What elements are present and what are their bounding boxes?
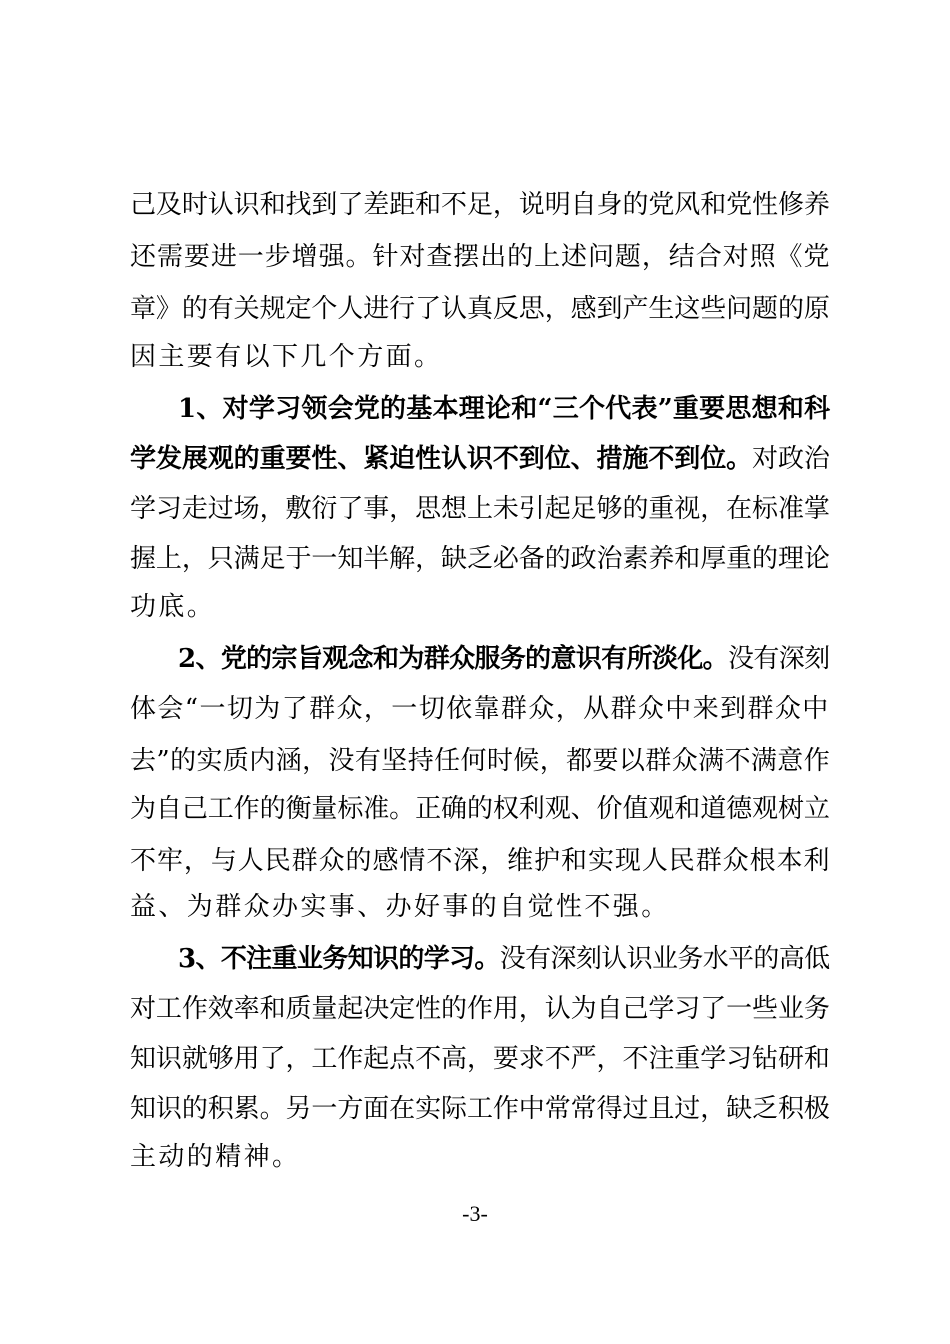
section-heading: 3、不注重业务知识的学习。 bbox=[178, 944, 500, 974]
body-line: 不牢，与人民群众的感情不深，维护和实现人民群众根本利 bbox=[130, 846, 831, 876]
section-heading-line: 2、党的宗旨观念和为群众服务的意识有所淡化。没有深刻 bbox=[178, 644, 830, 674]
body-line: 知识的积累。另一方面在实际工作中常常得过且过，缺乏积极 bbox=[130, 1094, 830, 1124]
body-line: 章》的有关规定个人进行了认真反思，感到产生这些问题的原 bbox=[130, 294, 830, 324]
body-line: 己及时认识和找到了差距和不足，说明自身的党风和党性修养 bbox=[130, 190, 830, 220]
body-line: 因主要有以下几个方面。 bbox=[130, 342, 443, 372]
section-heading: 1、对学习领会党的基本理论和“三个代表”重要思想和科 bbox=[178, 394, 831, 424]
body-line: 去”的实质内涵，没有坚持任何时候，都要以群众满不满意作 bbox=[130, 746, 831, 776]
body-line: 功底。 bbox=[130, 592, 216, 622]
body-line: 知识就够用了，工作起点不高，要求不严，不注重学习钻研和 bbox=[130, 1044, 830, 1074]
body-line: 对工作效率和质量起决定性的作用，认为自己学习了一些业务 bbox=[130, 994, 830, 1024]
body-line: 主动的精神。 bbox=[130, 1142, 301, 1172]
body-line: 益、为群众办实事、办好事的自觉性不强。 bbox=[130, 892, 670, 922]
body-line: 学习走过场，敷衍了事，思想上未引起足够的重视，在标准掌 bbox=[130, 494, 830, 524]
section-heading-line: 3、不注重业务知识的学习。没有深刻认识业务水平的高低 bbox=[178, 944, 830, 974]
body-line: 还需要进一步增强。针对查摆出的上述问题，结合对照《党 bbox=[130, 242, 831, 272]
body-line: 握上，只满足于一知半解，缺乏必备的政治素养和厚重的理论 bbox=[130, 544, 830, 574]
section-heading-line: 学发展观的重要性、紧迫性认识不到位、措施不到位。对政治 bbox=[130, 444, 830, 474]
section-heading-line bbox=[178, 392, 830, 426]
body-line: 为自己工作的衡量标准。正确的权利观、价值观和道德观树立 bbox=[130, 794, 830, 824]
page-number: -3- bbox=[462, 1201, 488, 1226]
section-heading: 学发展观的重要性、紧迫性认识不到位、措施不到位。 bbox=[130, 444, 753, 474]
section-heading: 2、党的宗旨观念和为群众服务的意识有所淡化。 bbox=[178, 644, 729, 674]
body-line: 体会“一切为了群众，一切依靠群众，从群众中来到群众中 bbox=[130, 694, 830, 724]
